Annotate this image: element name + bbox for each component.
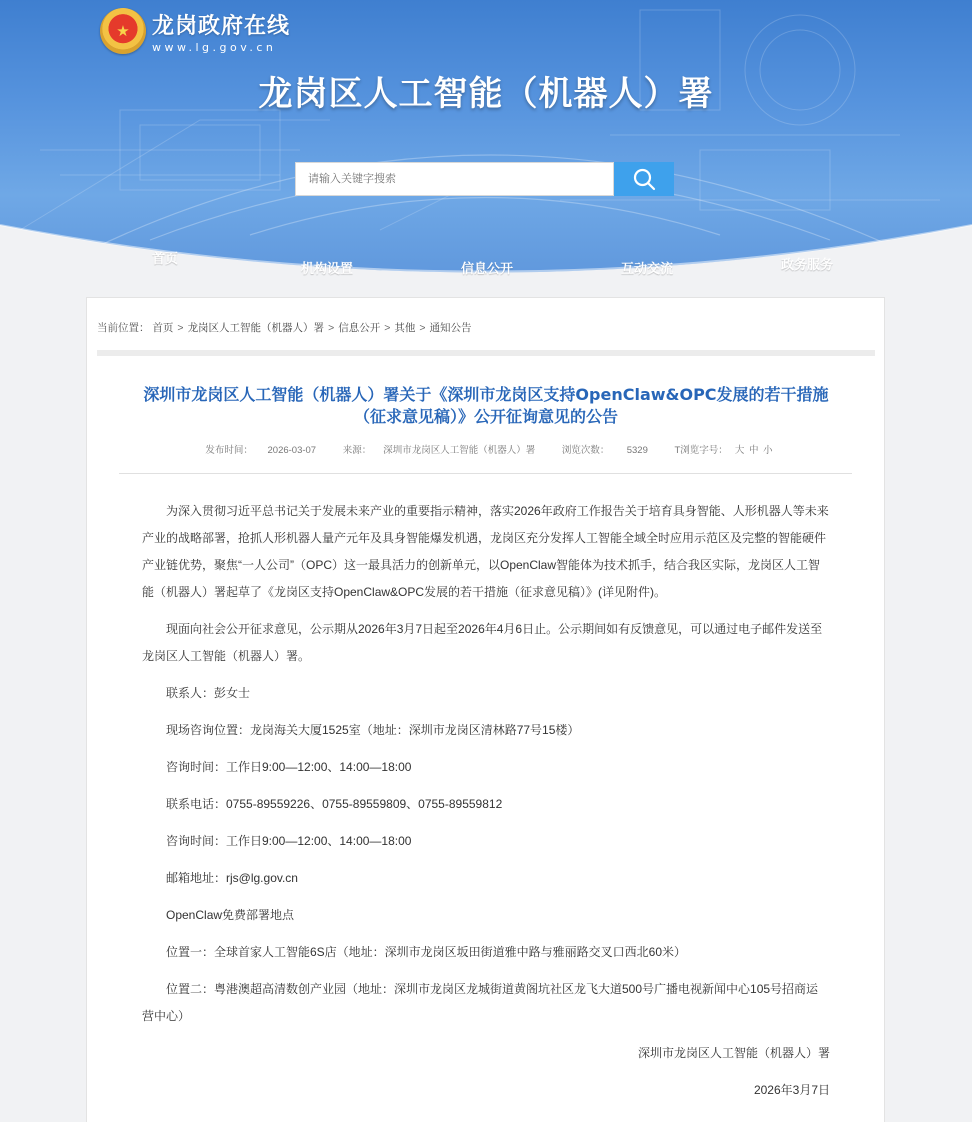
email-address: 邮箱地址：rjs@lg.gov.cn (166, 871, 298, 885)
location-one: 位置一：全球首家人工智能6S店（地址：深圳市龙岗区坂田街道雅中路与雅丽路交叉口西北60米） (166, 945, 687, 959)
publish-date: 2026-03-07 (267, 445, 317, 456)
article-title (127, 384, 845, 428)
views-count: 5329 (626, 445, 648, 456)
sign-date: 2026年3月7日 (753, 1083, 830, 1097)
paragraph: 现面向社会公开征求意见，公示期从2026年3月7日起至2026年4月6日止。公示期间如有反馈意见，可以通过电子邮件发送至龙岗区人工智能（机器人）署。 (142, 622, 823, 663)
contact-phone: 联系电话：0755-89559226、0755-89559809、0755-89559812 (166, 797, 503, 811)
article-card (86, 297, 885, 1122)
consult-hours: 咨询时间：工作日9:00—12:00、14:00—18:00 (166, 760, 412, 774)
meta-divider (119, 473, 852, 474)
search-button[interactable] (614, 162, 674, 196)
article-meta (87, 442, 886, 456)
breadcrumb: 当前位置： 首页 > 龙岗区人工智能（机器人）署 > 信息公开 > 其他 > 通知公告 (97, 322, 472, 334)
source-label: 来源： (342, 445, 372, 456)
breadcrumb-divider (97, 350, 875, 356)
source: 深圳市龙岗区人工智能（机器人）署 (383, 445, 536, 456)
breadcrumb-notices[interactable]: 通知公告 (429, 322, 472, 334)
publish-date-label: 发布时间： (205, 445, 253, 456)
nav-home[interactable]: 首页 (152, 252, 179, 267)
nav-government-services[interactable]: 政务服务 (781, 258, 834, 273)
paragraph: 为深入贯彻习近平总书记关于发展未来产业的重要指示精神，落实2026年政府工作报告关于培育具身智能、人形机器人等未来产业的战略部署，抢抓人形机器人量产元年及具身智能爆发机遇，龙岗区充分发挥人工智能全域全时应用示范区及完整的智能硬件产业链优势，聚焦“一人公司”（OPC）这一最具活力的创新单元，以OpenClaw智能体为技术抓手，结合我区实际，龙岗区人工智能（机器人）署起草了《龙岗区支持OpenClaw&OPC发展的若干措施（征求意见稿）》(详见附件)。 (142, 504, 829, 599)
breadcrumb-prefix: 当前位置： (97, 322, 150, 334)
breadcrumb-home[interactable]: 首页 (152, 322, 174, 334)
nav-interaction[interactable]: 互动交流 (621, 262, 674, 277)
site-logo[interactable] (100, 8, 290, 54)
consult-location: 现场咨询位置：龙岗海关大厦1525室（地址：深圳市龙岗区清林路77号15楼） (166, 723, 580, 737)
article-title-line-2: （征求意见稿）》公开征询意见的公告 (353, 407, 618, 426)
site-name: 龙岗政府在线 (152, 13, 291, 39)
breadcrumb-info-disclosure[interactable]: 信息公开 (338, 322, 381, 334)
font-size-small[interactable]: 小 (763, 445, 773, 456)
nav-info-disclosure[interactable]: 信息公开 (461, 262, 514, 277)
article-body (142, 498, 830, 1114)
national-emblem-icon: ★ (100, 8, 146, 54)
search-input[interactable] (295, 162, 614, 196)
views-label: 浏览次数： (561, 445, 610, 456)
department-title: 龙岗区人工智能（机器人）署 (258, 74, 714, 114)
nav-organization[interactable]: 机构设置 (301, 262, 354, 277)
breadcrumb-department[interactable]: 龙岗区人工智能（机器人）署 (187, 322, 325, 334)
deployment-heading: OpenClaw免费部署地点 (166, 908, 295, 922)
article-title-line-1: 深圳市龙岗区人工智能（机器人）署关于《深圳市龙岗区支持OpenClaw&OPC发展的若干措施 (143, 385, 829, 404)
font-size-medium[interactable]: 中 (748, 445, 759, 456)
font-size-label: T浏览字号： (674, 445, 728, 456)
location-two: 位置二：粤港澳超高清数创产业园（地址：深圳市龙岗区龙城街道黄阁坑社区龙飞大道500号广播电视新闻中心105号招商运营中心） (142, 982, 819, 1023)
signature: 深圳市龙岗区人工智能（机器人）署 (637, 1046, 830, 1060)
header-banner (0, 0, 972, 300)
contact-person: 联系人：彭女士 (166, 686, 251, 700)
breadcrumb-other[interactable]: 其他 (394, 322, 416, 334)
font-size-large[interactable]: 大 (734, 445, 745, 456)
consult-hours-2: 咨询时间：工作日9:00—12:00、14:00—18:00 (166, 834, 412, 848)
site-url: www.lg.gov.cn (152, 40, 277, 54)
search-icon (632, 167, 656, 191)
